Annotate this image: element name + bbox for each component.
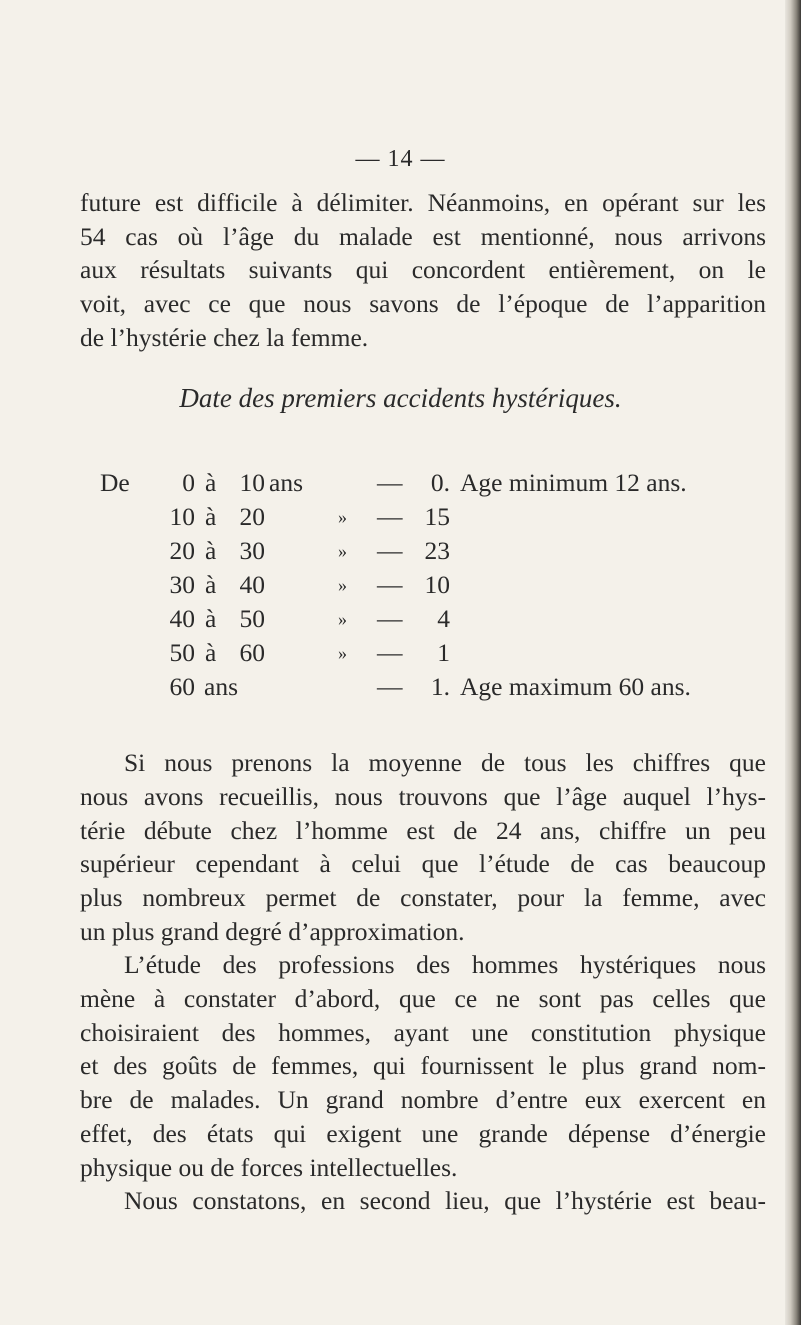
case-count: 15 (424, 502, 450, 531)
ditto-mark: » (338, 609, 347, 629)
age-from: 0 (182, 468, 195, 497)
paragraph-average-age-body (80, 780, 766, 949)
paragraph-professions (80, 948, 766, 982)
row-dash: — (377, 502, 403, 531)
text-line: térie débute chez l’homme est de 24 ans, chiffre un peu (80, 815, 766, 845)
case-count: 1. (430, 672, 450, 701)
age-from: 50 (169, 638, 195, 667)
age-from: 40 (169, 604, 195, 633)
row-note: Age maximum 60 ans. (460, 672, 691, 701)
paragraph-second-point (80, 1184, 766, 1218)
ditto-mark: » (338, 643, 347, 663)
text-line: bre de malades. Un grand nombre d’entre eux exercent en (80, 1085, 766, 1115)
row-note: Age minimum 12 ans. (460, 468, 687, 497)
age-to: 60 (239, 638, 265, 667)
row-dash: — (377, 638, 403, 667)
paragraph-average-age (80, 746, 766, 780)
row-dash: — (377, 672, 403, 701)
ditto-mark: » (338, 507, 347, 527)
age-from: 60 (169, 672, 195, 701)
text-line: effet, des états qui exigent une grande dépense d’énergie (80, 1118, 766, 1148)
age-unit: ans (269, 468, 303, 497)
text-line: physique ou de forces intellectuelles. (80, 1152, 458, 1182)
row-prefix: De (100, 468, 130, 497)
text-line: L’étude des professions des hommes hystériques nous (124, 950, 766, 979)
age-from: 30 (169, 570, 195, 599)
age-separator: à (205, 604, 217, 633)
ditto-mark: » (338, 575, 347, 595)
text-line: future est difficile à délimiter. Néanmoins, en opérant sur les (80, 188, 766, 217)
row-dash: — (377, 604, 403, 633)
row-dash: — (377, 570, 403, 599)
age-to: 20 (239, 502, 265, 531)
age-to: 30 (239, 536, 265, 565)
age-to: 10 (239, 468, 265, 497)
page-number: — 14 — (355, 146, 446, 172)
intro-paragraph (80, 186, 766, 355)
text-line: choisiraient des hommes, ayant une constitution physique (80, 1017, 766, 1047)
text-line: nous avons recueillis, nous trouvons que l’âge auquel l’hys- (80, 782, 766, 811)
case-count: 10 (424, 570, 450, 599)
row-dash: — (377, 536, 403, 565)
text-line: Nous constatons, en second lieu, que l’hystérie est beau- (124, 1186, 766, 1215)
age-separator: à (205, 536, 217, 565)
text-line: voit, avec ce que nous savons de l’époque de l’apparition (80, 289, 766, 319)
case-count: 4 (437, 604, 450, 633)
age-separator: à (205, 570, 217, 599)
case-count: 23 (424, 536, 450, 565)
age-from: 20 (169, 536, 195, 565)
row-dash: — (377, 468, 403, 497)
text-line: 54 cas où l’âge du malade est mentionné, nous arrivons (80, 221, 766, 251)
text-line: supérieur cependant à celui que l’étude de cas beaucoup (80, 849, 766, 879)
age-unit: ans (204, 672, 238, 701)
case-count: 0. (430, 468, 450, 497)
text-line: un plus grand degré d’approximation. (80, 916, 465, 946)
text-line: et des goûts de femmes, qui fournissent le plus grand nom- (80, 1051, 766, 1081)
age-separator: à (205, 502, 217, 531)
age-from: 10 (169, 502, 195, 531)
page-edge-shadow (785, 0, 801, 1325)
age-to: 50 (239, 604, 265, 633)
text-line: aux résultats suivants qui concordent entièrement, on le (80, 255, 766, 285)
table-title: Date des premiers accidents hystériques. (179, 383, 622, 413)
age-separator: à (205, 638, 217, 667)
case-count: 1 (437, 638, 450, 667)
age-separator: à (205, 468, 217, 497)
text-line: plus nombreux permet de constater, pour la femme, avec (80, 883, 766, 913)
paragraph-professions-body (80, 982, 766, 1184)
age-to: 40 (239, 570, 265, 599)
ditto-mark: » (338, 541, 347, 561)
text-line: Si nous prenons la moyenne de tous les chiffres que (124, 748, 766, 777)
text-line: mène à constater d’abord, que ce ne sont pas celles que (80, 984, 766, 1013)
text-line: de l’hystérie chez la femme. (80, 322, 369, 352)
